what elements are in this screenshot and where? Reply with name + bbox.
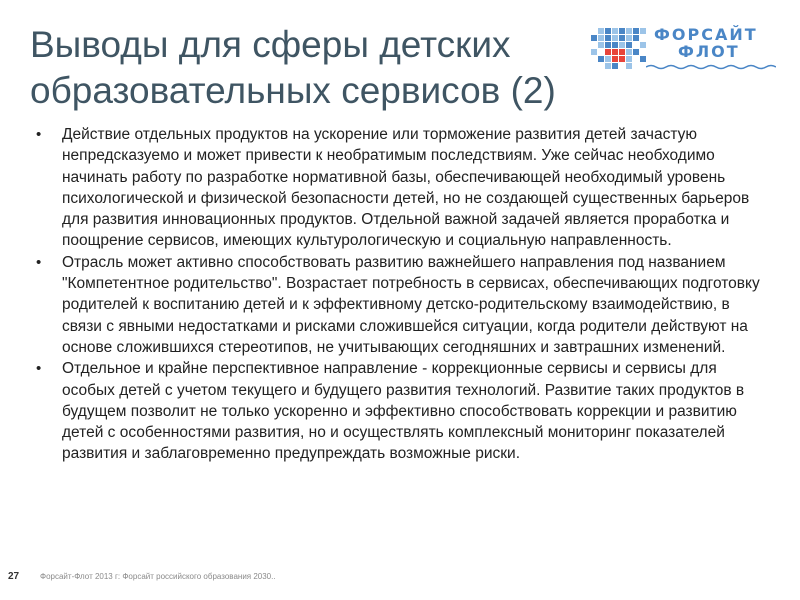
logo-square <box>605 49 611 55</box>
logo-square <box>619 28 625 34</box>
logo-square <box>619 56 625 62</box>
logo-square <box>633 28 639 34</box>
logo-square <box>612 42 618 48</box>
logo-square <box>626 63 632 69</box>
bullet-marker: • <box>36 360 42 378</box>
logo-square <box>605 42 611 48</box>
logo-square <box>598 42 604 48</box>
logo-square <box>598 28 604 34</box>
logo-square <box>612 28 618 34</box>
bullet-item-3 <box>36 358 766 464</box>
bullet-list <box>36 124 766 465</box>
logo-wave-icon <box>646 64 776 70</box>
bullet-item-1 <box>36 124 766 252</box>
logo-square <box>626 35 632 41</box>
logo-squares-icon <box>590 22 650 70</box>
logo-square <box>626 28 632 34</box>
logo-square <box>605 63 611 69</box>
logo-square <box>612 49 618 55</box>
bullet-text: Отдельное и крайне перспективное направление - коррекционные сервисы и сервисы для особых детей с учетом текущего и будущего развития технологий. Развитие таких продуктов в будущем позволит не только ускоренно и эффективно способствовать коррекции и развитию детей с особенностями развития, но и осуществлять комплексный мониторинг показателей развития и заблаговременно предупреждать возможные риски. <box>62 360 745 463</box>
bullet-item-2 <box>36 252 766 358</box>
page-number: 27 <box>8 571 20 582</box>
logo-square <box>640 56 646 62</box>
logo-square <box>605 35 611 41</box>
footer-text: Форсайт-Флот 2013 г: Форсайт российского образования 2030.. <box>40 572 276 581</box>
logo-square <box>640 42 646 48</box>
slide-title: Выводы для сферы детских образовательных сервисов (2) <box>30 24 556 111</box>
logo-square <box>626 42 632 48</box>
logo-square <box>626 56 632 62</box>
bullet-text: Действие отдельных продуктов на ускорение или торможение развития детей зачастую непредсказуемо и может привести к необратимым последствиям. Уже сейчас необходимо начинать работу по разработке нормативной базы, обеспечивающей необходимый уровень психологической и физической безопасности детей, но не создающей существенных барьеров для развития инновационных продуктов. Отдельной важной задачей является проработка и поощрение сервисов, имеющих культурологическую и социальную направленность. <box>62 126 750 250</box>
logo-square <box>619 49 625 55</box>
logo-square <box>633 49 639 55</box>
forsight-flot-logo <box>590 22 782 70</box>
logo-square <box>605 28 611 34</box>
logo-square <box>598 56 604 62</box>
logo-square <box>591 49 597 55</box>
bullet-text: Отрасль может активно способствовать развитию важнейшего направления под названием "Компетентное родительство". Возрастает потребность в сервисах, обеспечивающих подготовку родителей к воспитанию детей и к эффективному детско-родительскому взаимодействию, в связи с явными недостатками и рисками сложившейся ситуации, когда родители действуют на основе сложившихся стереотипов, не учитывающих сегодняшних и завтрашних изменений. <box>62 253 760 356</box>
logo-text-line1: ФОРСАЙТ <box>654 25 758 44</box>
logo-square <box>626 49 632 55</box>
logo-square <box>619 42 625 48</box>
logo-square <box>612 35 618 41</box>
logo-square <box>605 56 611 62</box>
logo-square <box>591 35 597 41</box>
logo-square <box>598 35 604 41</box>
logo-square <box>633 35 639 41</box>
bullet-marker: • <box>36 126 42 143</box>
logo-square <box>612 63 618 69</box>
bullet-marker: • <box>36 253 42 271</box>
logo-text-line2: ФЛОТ <box>678 42 740 61</box>
logo-square <box>640 28 646 34</box>
logo-square <box>612 56 618 62</box>
logo-square <box>619 35 625 41</box>
